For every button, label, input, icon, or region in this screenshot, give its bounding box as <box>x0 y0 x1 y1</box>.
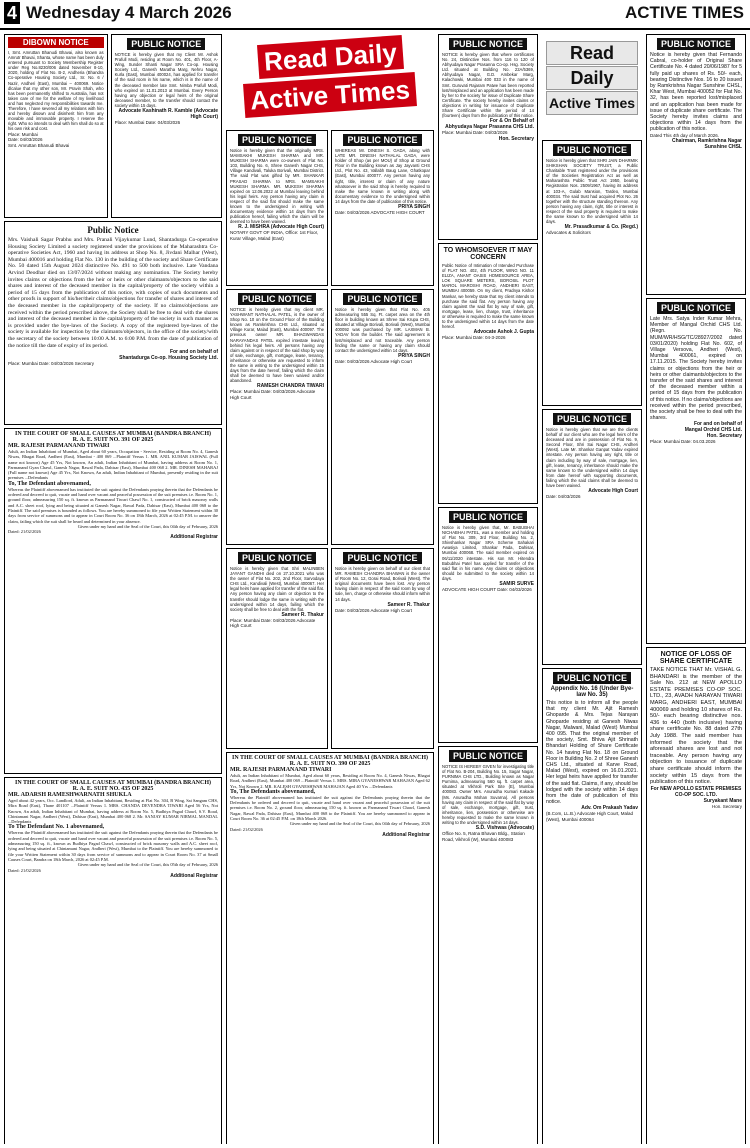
notice-place: Place: Mumbai Date: 04/03/2026 Advocate High Court <box>230 617 316 629</box>
notice-body: NOTICE is hereby given that my Client Mr. Ashok Prafull Modi, residing at Room No. 401, 4th Floor, A-Wing, Sunder Shanti Nagar SRA Co-op. Housing Society Ltd., Ganesh Maratha Marg, Nehru Nagar, Kurla (East), Mumbai 400024, has applied for transfer of the said room in his name, which is in the name of the deceased member late Smt. Nimba Prafull Modi, who expired on 11.01.2013 at Mumbai. Every Person having any objection or legal heirs of the original deceased member, to the transfer should contact the society within 15 days. <box>114 52 218 108</box>
notice-society: Shantadurga Co-op. Housing Society Ltd. <box>119 355 218 362</box>
public-notice-2d <box>331 289 434 545</box>
notice-signature: Sameer R. Thakur <box>281 611 324 618</box>
public-notice-1 <box>111 34 222 218</box>
public-notice-2a <box>226 130 328 286</box>
notice-body: NOTICE is hereby given that where certificates No. 24, Distinctive Nos. from 116 to 120 of Abhyudaya Nagar Prasanna Co-op. Hsg. Society Ltd. situated at Building No. 22A/5369, Abhyudaya Nagar, G.D. Ambekar Marg, Kalachowki, Mumbai 400 033 in the name of Smt. Guruvati Rajaram Patwe has been reported lost/misplaced and an application has been made by her to the society for issue of Duplicate Share Certificate. The society hereby invites claims or objections in writing for issuance of Duplicate Share Certificate within the period of 14 (fourteen) days from the publication of this notice. <box>442 52 534 119</box>
notice-title: PUBLIC NOTICE <box>449 750 527 762</box>
read-daily-banner <box>542 34 642 140</box>
parties: Aged about 42 years, Occ. Landlord, Adult, an Indian Inhabitant, Residing at Flat No. 304, B Wing, Sai Sangam CHS, Mira Road (East), Thane 401107 ...Plaintiff Versus 1. MRS. CHANDA DEVENDRA TIWARI Aged 56 Yrs, Not Known, An adult, Indian Inhabitant of Mumbai, having address at Room No. 5, Budhiya Pagad Chawl, S.V. Road, Chintamani Nagar, Andheri (West), Dahisar (East), Mumbai 400 068 2. Mr. SANJAY KUMAR NIRMAL MANDAL ...Defendants <box>8 798 218 825</box>
court-name: IN THE COURT OF SMALL CAUSES AT MUMBAI (BANDRA BRANCH) <box>232 755 428 761</box>
public-notice-society <box>4 221 222 425</box>
public-notice-3b <box>438 243 538 504</box>
notice-place: Dated This 4th day of March 2026. <box>650 132 719 138</box>
notice-title: PUBLIC NOTICE <box>127 38 205 50</box>
notice-signature: Advocate Ashok J. Gupta <box>473 329 534 336</box>
dated: Dated: 21/02/2026 <box>8 529 41 535</box>
given-under-hand: Given under my hand and the Seal of the Court, this 04th day of February, 2026 <box>77 523 218 529</box>
court-summons-2 <box>4 777 222 1144</box>
notice-body: This notice is to inform all the people that my client Mr. Ajit Ramesh Ghoparde & Mrs. Tejas Narayan Ghoparde residing at Ganesh Niwas Nagar, Malwani, Malad (West) Mumbai 400 095. That the original member of the society, Smt. Bhiva Ajit Shrinath Bhandari Holding of Share Certificate No. 14 having Flat No. 18 on Ground Floor in Building No. 2 of Shree Ganesh CHS Ltd., situated at Karve Road, Malad (West), expired on 16.01.2021. Her legal heirs have applied for transfer of the said flat. Claims, if any, should be lodged with the society within 14 days from the date of publication of this notice. <box>546 700 638 806</box>
court-name: IN THE COURT OF SMALL CAUSES AT MUMBAI (BANDRA BRANCH) <box>15 780 211 786</box>
notice-place: Advocates & Solicitors <box>546 230 591 236</box>
issue-date: Wednesday 4 March 2026 <box>26 3 232 22</box>
notice-for: For and on behalf of <box>693 421 742 428</box>
notice-title: PUBLIC NOTICE <box>657 38 735 50</box>
notice-body: WHEREAS Mr. DINESH S. GADA, along with LATE MR. DINESH NATHALAL GADA, were holder of Shop (as per MOU) of Shop at Ground Floor in the Building known as Jay Jayvanti CHS Ltd., Plot No. 43, Vallabh Baug Lane, Ghatkopar (East), Mumbai 400077. Any person having any right, title, interest or claim of any nature whatsoever in the said Shop is hereby required to make the same known in writing along with documentary evidence to the undersigned within 14 days from the date of publication of this notice. <box>335 148 430 204</box>
notice-signature: Sameer R. Thakur <box>387 601 430 608</box>
notice-body: Notice is hereby given that Flat No. 405 admeasuring 555 Sq. Ft. carpet area on the 4th floor in building known as Shree Sai Krupa CHS, situated at Village Borivali, Borivali (West), Mumbai 400092 was purchased by MR. LAXMAN B. YADAV from the builder. The said agreement is lost/misplaced and not traceable. Any person finding the same or having any claim should contact the undersigned within 14 days. <box>335 307 430 353</box>
addressee: To, The Defendants abovenamed, <box>230 788 316 795</box>
addressee: To, The Defendant abovenamed, <box>8 480 91 487</box>
dated: Dated: 21/02/2026 <box>8 867 41 873</box>
notice-place: Date: 04/03/2026 ADVOCATE HIGH COURT <box>335 210 425 216</box>
plaintiff-name: MR. RAJESH PARMANAND TIWARI <box>230 767 332 773</box>
registrar-signature: Additional Registrar <box>382 831 430 838</box>
disown-date: Date: 04/03/2026 <box>8 137 43 142</box>
column-4 <box>542 34 642 1144</box>
notice-place: Office No. 5, Ratna Bhavan Bldg., Station Road, Vikhroli (W), Mumbai 400083 <box>442 831 525 842</box>
addressee: To The Defendant No. 1 abovenamed, <box>8 824 105 831</box>
notice-signature: Advocate High Court <box>588 488 638 495</box>
dated: Dated: 21/02/2026 <box>230 826 263 832</box>
column-3 <box>438 34 538 1144</box>
notice-title: PUBLIC NOTICE <box>449 511 527 523</box>
notice-heading: Appendix No. 16 (Under Bye-law No. 35) <box>550 686 634 698</box>
notice-body: Notice is hereby given that the originally MRS. MAMSAKHI MUKESH SHARMA and MR. MUKESH SHARMA were co-owners of Flat No. 103, Building No. 6, Shree Ganesh Nagar CHS, Village Kandivali, Taluka Borivali, Mumbai District. The said Flat was gifted by MR. SHANKAR PRASAD SHARMA to MRS. MAMSAKHI MUKESH SHARMA. MR. MUKESH SHARMA expired on 12.06.2022 at Mumbai leaving behind his legal heirs. Any person having any claim in respect of the said flat should make the same known to the undersigned in writing with documentary evidence within 14 days from the publication hereof, failing which the claim will be deemed to have been waived. <box>230 148 324 225</box>
notice-place: ADVOCATE HIGH COURT Date: 04/03/2026 <box>442 587 532 593</box>
read-daily-banner <box>226 34 434 130</box>
suit-number: R. A. E. SUIT NO. 390 OF 2025 <box>289 761 371 767</box>
notice-place: Place: Mumbai Date: 04/03/2026 Advocate High Court <box>230 389 316 400</box>
notice-body: Public Notice of Intimation of Intended Purchase of FLAT NO. 402, 4th FLOOR, WING NO. 11 ELIZA, ANANT OASIS HOMESOURCE AREA, LOK SQUARE METERS, BOROSIL PLOT MAROL MAROSHI ROAD, ANDHERI EAST, MUMBAI 400059. On my client, Pradnya Kishor Mankar, we hereby state that my client intends to purchase the said flat. Any person having any claim against the said flat by way of sale, gift, mortgage, lease, lien, charge, trust, inheritance or otherwise is required to make the same known to the undersigned within 14 days from the date hereof. <box>442 263 534 330</box>
public-notice-5b <box>646 298 746 644</box>
notice-body: NOTICE IS HEREBY GIVEN for investigating title of Flat No. B-204, Building No. 15, Sagar Nagar, PURNIMA CHS LTD., Building known as Nagar Purnima, admeasuring 560 sq. ft. carpet area, situated at Vikhroli Park Site (E), Mumbai 400083. Owner Mrs. Anuradha Kumari Kakade (Ms. Anuradha Mohan Suvarna). All persons having any claim in respect of the said flat by way of sale, exchange, mortgage, gift, trust, inheritance, lien, possession or otherwise are hereby requested to make the same known in writing to the undersigned within 14 days. <box>442 764 534 826</box>
notice-body: Notice is hereby given on behalf of our client that MR. RAMESH CHANDRA BHAWAN is the owner of Room No. 12, Gorai Road, Borivali (West). The original documents have been lost. Any person having claim in respect of the said room by way of sale, lien, charge or otherwise should inform within 14 days. <box>335 566 430 602</box>
public-notice-3a <box>438 34 538 240</box>
summons-body: Whereas the Plaintiff abovenamed has instituted the suit against the Defendants praying therein that the Defendants be ordered and decreed to quit, vacate and hand over vacant and peaceful possession of the suit premises i.e. Room No. 1, ground floor, admeasuring 150 sq. ft. known as Parmanand Tiwari Chawl No. 1, constructed of brick masonry walls and A.C. sheet roof, lying and being situated at Ganesh Nagar, Rawal Pada, Dahisar (East), Mumbai 400 068 to the Plaintiff. The said premises is bounded as follows. You are hereby summoned to file your Written Statement within 30 days from service of summons and to appear in Court Room No. 36 on 18th March, 2026 at 02:45 P.M. to answer the claim, failing which the suit shall be heard and determined in your absence. <box>8 486 218 524</box>
notice-title: NOTICE OF LOSS OF SHARE CERTIFICATE <box>659 651 733 665</box>
notice-title: PUBLIC NOTICE <box>553 144 631 156</box>
notice-place: Date: 04/03/2026 Advocate High Court <box>335 358 413 364</box>
disown-place: Place: Mumbai <box>8 131 38 137</box>
public-notice-4c <box>542 668 642 1144</box>
notice-signature: SAMIR SURVE <box>499 581 534 588</box>
court-name: IN THE COURT OF SMALL CAUSES AT MUMBAI (BANDRA BRANCH) <box>15 431 211 437</box>
given-under-hand: Given under my hand and the Seal of the Court, this 05th day of February, 2026 <box>77 862 218 868</box>
public-notice-2b <box>331 130 434 286</box>
notice-title: PUBLIC NOTICE <box>343 293 421 305</box>
notice-body: Notice is hereby given that Fernando Cabral, co-holder of Original Share Certificate No. 4 dated 20/06/1987 for 5 fully paid up shares of Rs. 50/- each, bearing Distinctive Nos. 16 to 20 issued by Ramkrishna Nagar Sunshine CHSL, Khar West, Mumbai 400052 for Flat No. 32, has been reported lost/misplaced and an application has been made for issue of duplicate share certificate. The Society hereby invites claims and objections within 14 days from the publication of this notice. <box>650 52 742 133</box>
banner-line-2: Active Times <box>243 72 417 118</box>
disown-notice <box>4 34 108 218</box>
notice-signature: Hon. Secretary <box>706 433 742 440</box>
column-2 <box>226 34 434 1144</box>
public-notice-3c <box>438 507 538 743</box>
notice-signature: S.D. Vishwas (Advocate) <box>475 825 534 832</box>
notice-title: PUBLIC NOTICE <box>553 413 631 425</box>
notice-for: For NEW APOLLO ESTATE PREMISES CO-OP SOC. LTD. <box>650 785 742 798</box>
disown-signature: Smt. Amruttan Bhanudi Bhavai <box>8 142 70 148</box>
notice-place: Hon. Secretary <box>711 803 742 809</box>
notice-signature: PRIYA SINGH <box>398 352 430 359</box>
notice-body: TAKE NOTICE THAT Mr. VISHAL G. BHANDARI is the member of the Sale No. 212 at NEW APOLLO ESTATE PREMISES CO-OP SOC. LTD., 23, AVADH NARAYAN TIWARI MARG, ANDHERI EAST, MUMBAI 400069 and holding 10 shares of Rs. 50/- each bearing distinctive nos. 436 to 440 (both inclusive) having share certificate No. 88 dated 27th July 1988. The said member has informed the society that the aforesaid shares are lost and not traceable. Any person having any objection to issuance of duplicate share certificate should inform the society within 15 days from the publication of this notice. <box>650 667 742 786</box>
public-notice-4a <box>542 140 642 406</box>
notice-title: PUBLIC NOTICE <box>343 552 421 564</box>
suit-number: R. A. E. SUIT NO. 391 OF 2025 <box>72 437 154 443</box>
banner-line-3: Active Times <box>546 91 638 115</box>
notice-body: Mrs. Vaishali Sagar Prabhu and Mrs. Pranali Vijaykumar Lund, Shantadurga Co-operative Housing Society Limited a society registered under the provisions of the Maharashtra Co-operative Societies Act, 1960 and having its address at Shop No. 8, Jivdani Malhar (West), Mumbai 400016 and holding Flat No. 130 in the building of the society and Share Certificate No. 50 dated 15th August 2024 distinctive No. 491 to 500 both inclusive. Late Vandana Arvind Deodhar died on 13/07/2024 without making any nomination. The Society hereby invites claims or objections from the heir or heirs or other claimants/objectors to the said shares and interest of the deceased member in the capital/property of the society within a period of 15 days from the publication of this notice, with copies of such documents and other proofs in support of his/her/their claims/objections for transfer of shares and interest of the deceased member in the capital/property of the society. If no claims/objections are received within the period prescribed above, the Society shall be free to deal with the shares and interest of the deceased member in the capital/property of the society in such manner as is provided under the bye-laws of the Society. A copy of the registered bye-laws of the society is available for inspection by the claimants/objectors, in the office of the society/with the secretary of the society between 10:00 A.M. to 6:00 P.M. from the date of publication of the notice till the date of expiry of its period. <box>8 237 218 349</box>
registrar-signature: Additional Registrar <box>170 872 218 879</box>
court-summons-1 <box>4 428 222 774</box>
notice-title: PUBLIC NOTICE <box>553 672 631 684</box>
notice-signature: Advocate Kashinath R. Kamble (Advocate High Court) <box>118 108 218 121</box>
parties: Adult, an Indian Inhabitant of Mumbai, Aged about 60 years, Occupation - Service, Residing at Room No. 4, Ganesh Niwas, Bhagat Road, Andheri (East), Mumbai - 400 069 ...Plaintiff Versus 1. MR. ANIL KUMAR JAISWAL (Full name not known) Age 45 Yrs, Not known, An adult, Indian Inhabitant of Mumbai, having address at Room No. 1, Parmanand Gyan Chawl, Ganesh Nagar, Rawal Pada, Dahisar (East), Mumbai 400 068 2. MR. DINESH MAHARAJ (Full name not known) Age 45 Yrs, Not Known, An adult, Indian Inhabitant of Mumbai, presently residing in the suit premises ...Defendants <box>8 449 218 481</box>
parties: Adult, an Indian Inhabitant of Mumbai, Aged about 60 years, Residing at Room No. 4, Ganesh Niwas, Bhagat Road, Andheri (East), Mumbai 400 069 ...Plaintiff Versus 1. MRS. MIRA GYANESHWAR MAHAJAN Aged 62 Yrs, Not Known 2. MR. KALESH GYANESHWAR MAHAJAN Aged 40 Yrs ...Defendants <box>230 773 430 789</box>
notice-place-date: Place: Mumbai Date: 04/03/2026 <box>114 120 181 126</box>
public-notice-2e <box>226 548 328 749</box>
disown-title: DIBOWN NOTICE <box>8 37 104 48</box>
public-notice-2c <box>226 289 328 545</box>
public-notice-3d <box>438 746 538 1144</box>
banner-line-1: Read <box>546 41 638 65</box>
notice-title: PUBLIC NOTICE <box>449 38 527 50</box>
newspaper-name: ACTIVE TIMES <box>624 3 744 22</box>
notice-signature: Adv. Om Prakash Yadav <box>581 805 638 812</box>
public-notice-2f <box>331 548 434 749</box>
notice-society: Abhyudaya Nagar Prasanna CHS Ltd. <box>445 124 534 131</box>
notice-place: Place: Mumbai Date: 04-3-2026 <box>442 335 506 341</box>
given-under-hand: Given under my hand and the Seal of the Court, this 04th day of February, 2026 <box>289 821 430 827</box>
notice-title: PUBLIC NOTICE <box>657 302 735 314</box>
notice-for: For & On Behalf of <box>489 118 534 125</box>
notice-signature: Mr. Prasadkumar & Co. (Regd.) <box>564 224 638 231</box>
plaintiff-name: MR. RAJESH PARMANAND TIWARI <box>8 443 110 449</box>
suit-number: R. A. E. SUIT NO. 435 OF 2025 <box>72 786 154 792</box>
banner-line-2: Daily <box>546 66 638 90</box>
notice-body: NOTICE is hereby given that my client MR. YASHWANT NATHALAL PATEL, is the owner of Shop No. 10 on the Ground Floor of the Building known as Ramkrishna CHS Ltd., situated at Village Kurar, Malad (East), Mumbai 400097. The previous owner MR. BHAGWANDAS NARAYANDAS PATEL expired intestate leaving behind his legal heirs. All persons having any claim against or in respect of the said shop by way of sale, exchange, gift, mortgage, lease, tenancy, inheritance or otherwise are requested to inform the same in writing to the undersigned within 15 days from the date hereof, failing which the claim shall be deemed to have been waived and/or abandoned. <box>230 307 324 384</box>
banner-line-1: Read Daily <box>257 35 404 79</box>
notice-title: PUBLIC NOTICE <box>238 134 316 146</box>
notice-body: Notice is hereby given that Shri MALINBEN JAYANT GANDHI died on 27.10.2021 who was the owner of Flat No. 202, 2nd Floor, Sarvodaya CHS Ltd., Kandivali (West), Mumbai 400067. Her legal heirs have applied for transfer of the said flat. Any person having any claim or objection to the transfer should lodge the same in writing with the undersigned within 14 days, failing which the society shall be free to deal with the flat. <box>230 566 324 612</box>
notice-title: PUBLIC NOTICE <box>238 293 316 305</box>
notice-heading: TO WHOMSOEVER IT MAY CONCERN <box>443 247 533 261</box>
notice-place-date: Place: Mumbai Date: 04/03/2026 Secretary <box>8 361 95 367</box>
court-summons-3 <box>226 752 434 1144</box>
public-notice-4b <box>542 409 642 665</box>
public-notice-5a <box>646 34 746 295</box>
notice-body: Notice is hereby given that we are the clients behalf of our client who are the legal heirs of the deceased and are in possession of Flat No. 9, Second Floor, Shri Sai Nagar CHS, Andheri (West). Late Mr. Shankar Ganpat Yadav expired intestate. Any person having any right, title or claim including by way of sale, mortgage, lien, gift, lease, tenancy, inheritance should make the same known to the undersigned within 14 days from date hereof with supporting documents, failing which the said claims shall be deemed to have been waived. <box>546 427 638 489</box>
notice-society: Mangal Orchid CHS Ltd. <box>684 427 742 434</box>
notice-title: PUBLIC NOTICE <box>343 134 421 146</box>
notice-body: Notice is hereby given that SHRI JAIN DHARMIK SHIKSHAN SOCIETY TRUST, a Public Charitable Trust registered under the provisions of the Societies Registration Act as well as Maharashtra Public Trust Act 1950, bearing Registration Nos. 2509/1967, having its address at 103-A, Gulab Mansion, Tardeo, Mumbai 400034. The said trust had acquired Plot No. 26 together with the structure standing thereon. Any person having any claim, right, title or interest in respect of the said property is required to make the same known to the undersigned within 14 days. <box>546 158 638 225</box>
disown-body: I, Smt. Amruttan Bhanudi Bhavai, also known as Amrutr Bhavai, Shanta, whose name has been duly entered pursuant to Society Membership Register under Reg No.8230/006 dated November 8-10, 2020, holding of Flat No. B-2, Andheria (Bhandra Co-operative Housing Society Ltd., Sr. No. 6 / Nazir, Andheri (East), Mumbai – 400069. Notice dlcalue that my other son, Mr. Pravin Shah, who has been permanently shifted to Australia, has not taken care of me for the welfare of my livelihood and has neglected my responsibilities towards me. Therefore, I have severed all my relations with him and hereby disown and disinherit him from any movable and immovable property. I reserve the right. Who so intends to deal with him shall do so at his own risk and cost. <box>8 50 104 132</box>
column-5 <box>646 34 746 1144</box>
column-1 <box>4 34 222 1144</box>
notice-signature: Chairman, Ramkrishna Nagar Sunshine CHSL <box>671 138 742 151</box>
notice-body: Late Mrs. Satya Inder Kumar Mehra, Member of Mangal Orchid CHS Ltd. (Regn. No. MUM/WR/HSG/TC/28927/2002 dated 03/01/2020) holding Flat No. 602, of Village Versova, Andheri (West), Mumbai 400061, expired on 17.11.2015. The Society hereby invites claims or objections from the heir or heirs or other claimants/objectors to the transfer of the said shares and interest of the deceased member within a period of 15 days from the publication of this notice. If no claims/objections are received within the period prescribed, the society shall be free to deal with the shares. <box>650 316 742 422</box>
notice-title: Public Notice <box>87 225 139 235</box>
notice-place: Date: 04/03/2026 <box>546 494 581 500</box>
summons-body: Whereas the Plaintiff abovenamed has instituted the suit against the Defendants praying therein that the Defendants be ordered and decreed to quit, vacate and hand over vacant and peaceful possession of the suit premises i.e. Room No. 5, admeasuring 150 sq. ft., known as Budhiya Pagad Chawl, constructed of brick masonry walls and A.C. sheet roof, lying and being situated at Chintamani Nagar, Andheri (West), Mumbai to the Plaintiff. You are hereby summoned to file your Written Statement within 30 days from service of summons and to appear in Court Room No. 37 at Small Causes Court, Bandra on 18th March, 2026 at 02:45 P.M. <box>8 830 218 862</box>
notice-place: Place: Mumbai Date: 04/03/2026 <box>442 130 508 136</box>
notice-for: For and on behalf of <box>169 349 218 356</box>
plaintiff-name: MR. ADARSH RAMESHWARNATH SHUKLA <box>8 792 132 798</box>
notice-body: Notice is hereby given that, Mr. BABUBHAI NICHABHAI PATEL, was a member and holding of Flat No. 309, 3rd Floor, Building No. 2, Shivshankar Nagar SRA Scheme Sahakari Awasiya Limited, Shankar Pada, Dahisar, Mumbai 400068. The said member expired on 06/11/2020 intestate. His son Mr. Hitendra Babubhai Patel has applied for transfer of the said flat in his name. Any claims or objections should be submitted to the society within 14 days. <box>442 525 534 581</box>
share-loss-notice <box>646 647 746 1144</box>
notice-place: (B.Com, LL.B.) Advocate High Court, Malad (West), Mumbai 400064 <box>546 811 634 822</box>
notice-signature: RAMESH CHANDRA TIWARI <box>256 383 324 390</box>
page-header <box>0 0 750 30</box>
summons-body: Whereas the Plaintiff abovenamed has instituted the suit against the Defendants praying therein that the Defendants be ordered and decreed to quit, vacate and hand over vacant and peaceful possession of the suit premises i.e. Room No. 2, ground floor, admeasuring 150 sq. ft. known as Parmanand Tiwari Chawl, Ganesh Nagar, Rawal Pada, Dahisar (East), Mumbai 400 068 to the Plaintiff. You are hereby summoned to appear in Court Room No. 36 at 02:45 P.M. on 18th March 2026. <box>230 794 430 822</box>
registrar-signature: Additional Registrar <box>170 534 218 541</box>
notice-signature: Hon. Secretary <box>498 135 534 142</box>
notice-place: Place: Mumbai Date: 04.03.2026 <box>650 439 716 445</box>
page-number: 4 <box>4 2 20 24</box>
notice-place: NOTARY GOVT OF INDIA, Office: 1st Floor, Kurar Village, Malad (East) <box>230 230 319 241</box>
notice-place: Date: 04/03/2026 Advocate High Court <box>335 607 413 613</box>
notice-title: PUBLIC NOTICE <box>238 552 316 564</box>
notice-signature: Suryakant Mane <box>703 797 742 804</box>
notice-signature: PRIYA SINGH <box>398 204 430 211</box>
notice-signature: R. J. MISHRA (Advocate High Court) <box>238 224 324 231</box>
